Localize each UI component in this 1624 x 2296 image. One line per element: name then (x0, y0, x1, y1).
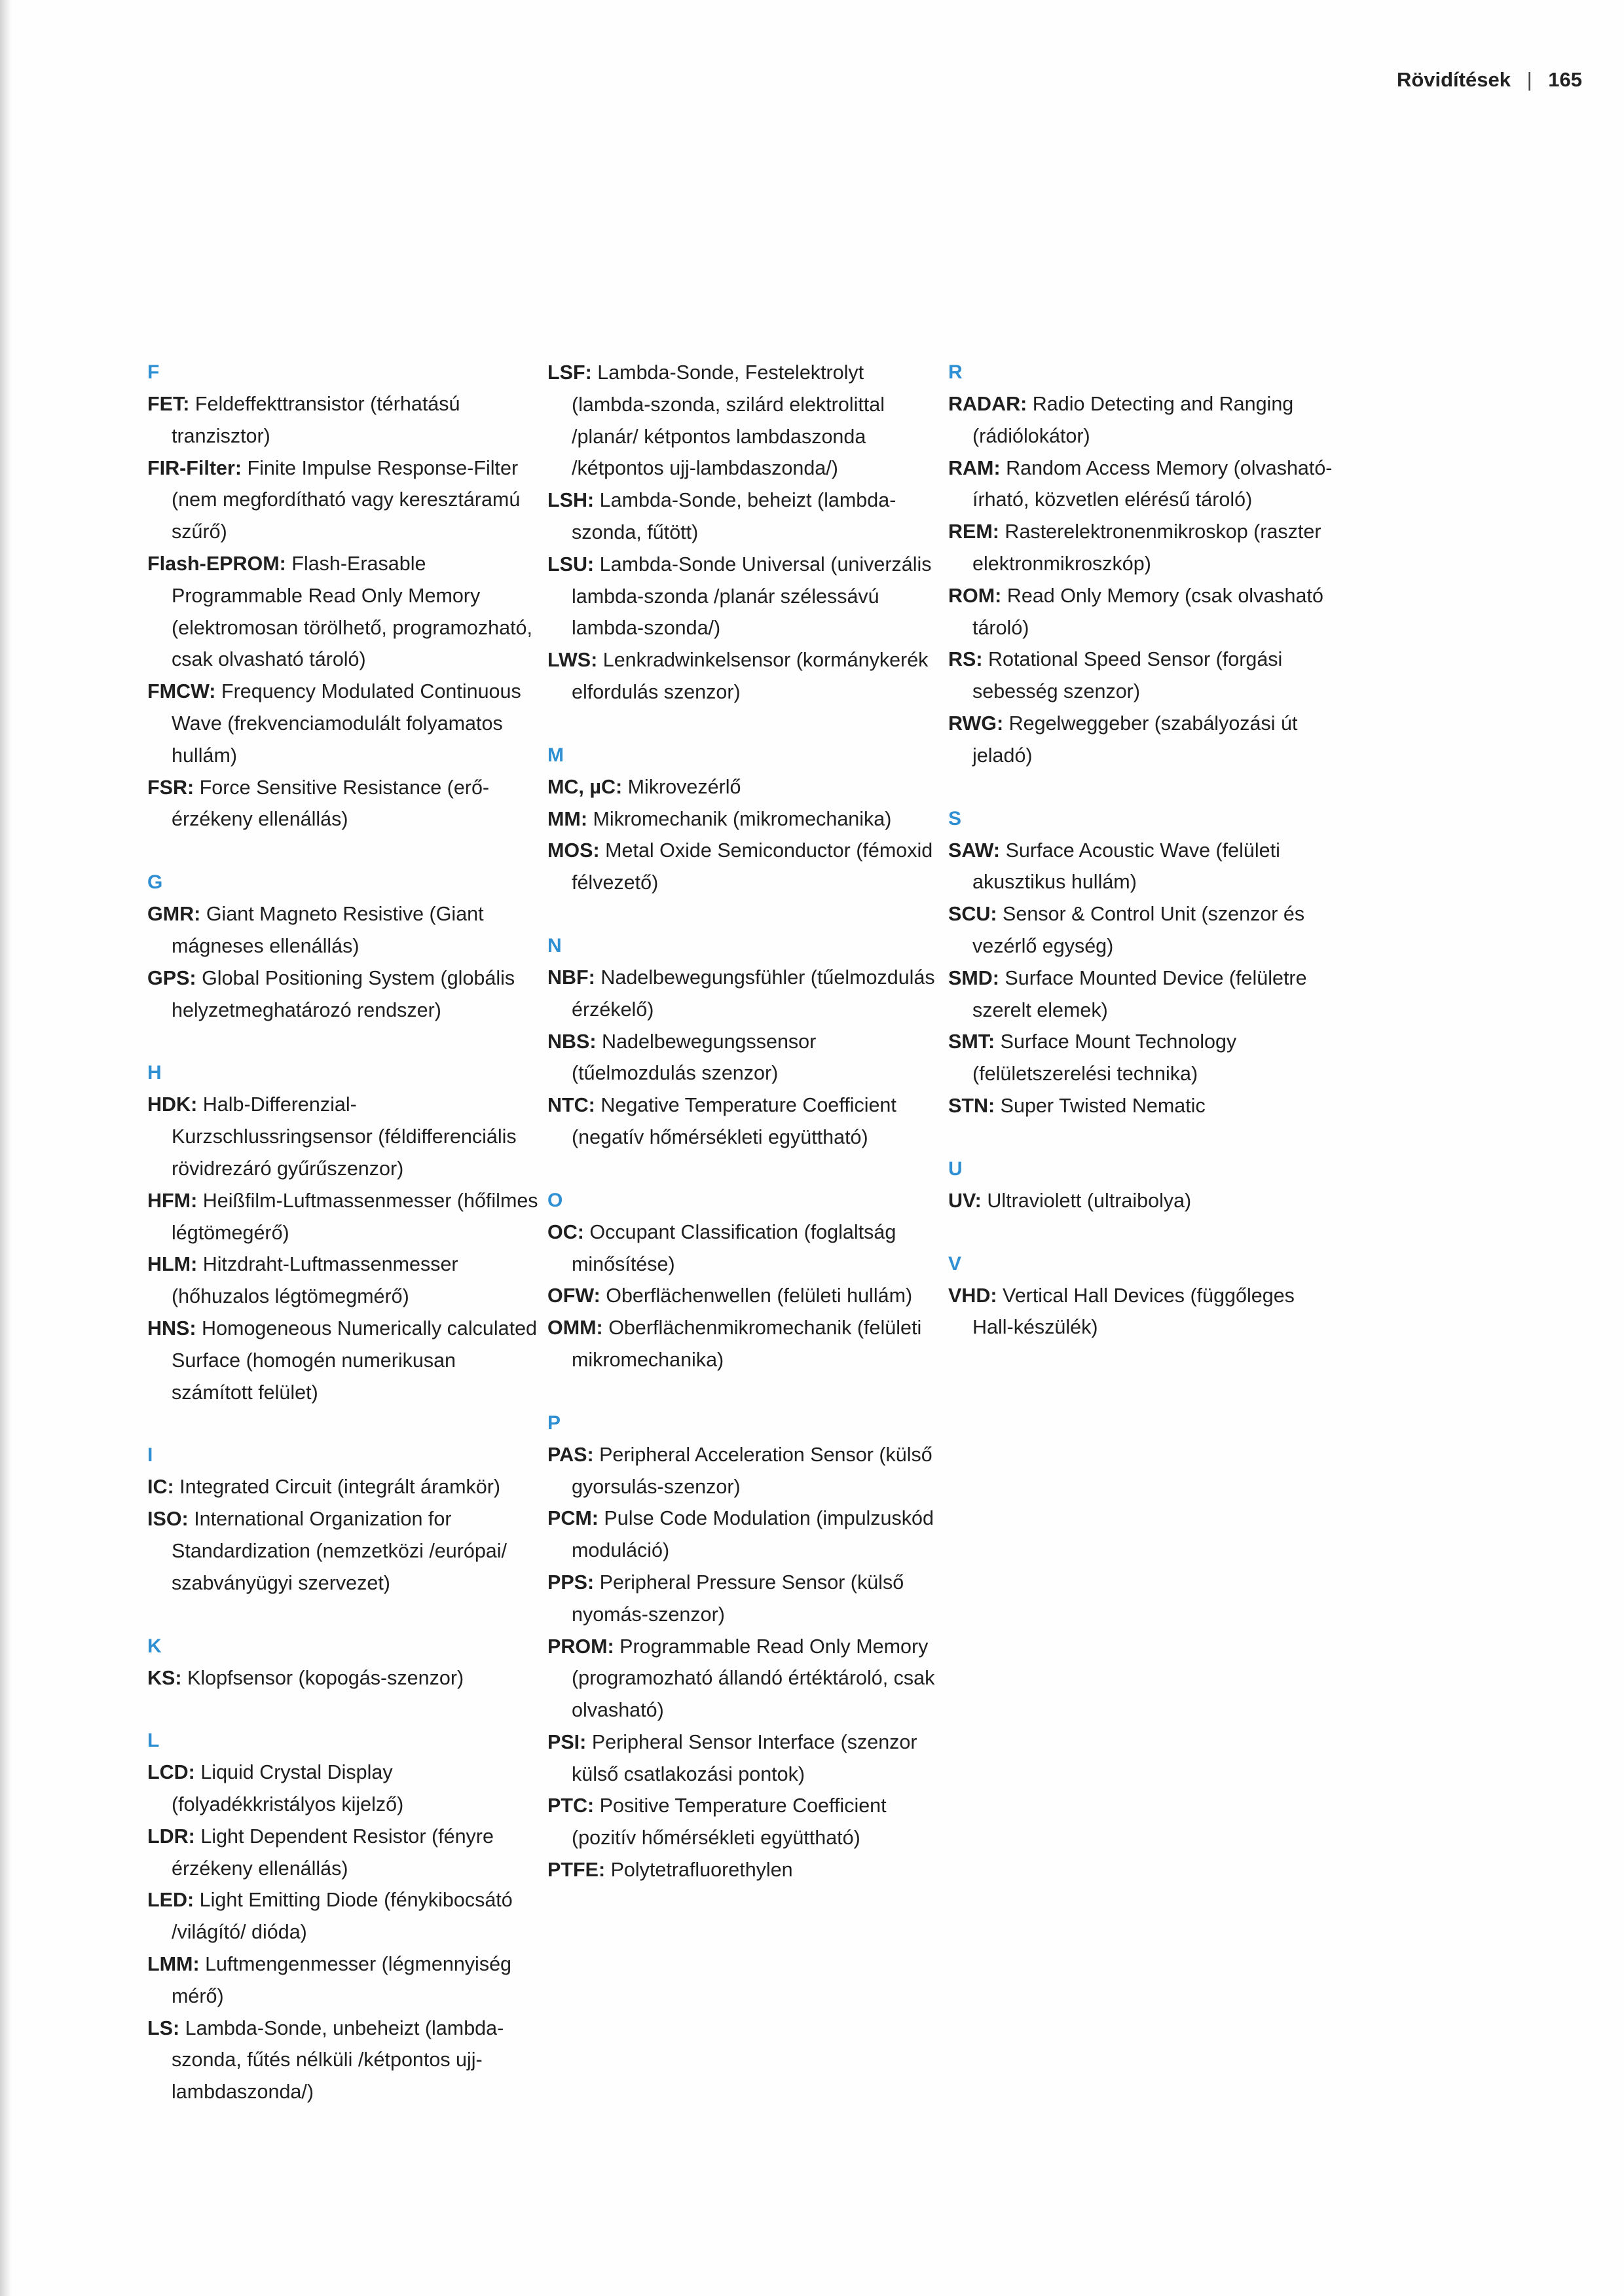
entry-definition: Finite Impulse Response-Filter (nem megfordítható vagy keresztáramú szűrő) (172, 456, 521, 543)
section-letter: K (147, 1635, 162, 1657)
entry-definition: Flash-Erasable Programmable Read Only Memory (elektromosan törölhető, programozható, csak olvasható tároló) (172, 552, 532, 671)
entry-abbreviation: SMT: (948, 1030, 995, 1053)
entry-definition: Metal Oxide Semiconductor (fémoxid félvezető) (572, 839, 933, 894)
entry-definition: Pulse Code Modulation (impulzuskód moduláció) (572, 1507, 934, 1562)
glossary-entry (547, 1567, 940, 1631)
entry-definition: Negative Temperature Coefficient (negatív hőmérsékleti együttható) (572, 1094, 896, 1148)
section-letter: P (547, 1412, 561, 1434)
entry-abbreviation: PROM: (547, 1635, 614, 1658)
glossary-entry (147, 1313, 540, 1408)
glossary-column-2 (547, 357, 940, 1918)
entry-abbreviation: HDK: (147, 1093, 198, 1116)
glossary-entry (547, 962, 940, 1026)
entry-abbreviation: HFM: (147, 1189, 198, 1212)
section-letter: R (948, 361, 963, 383)
glossary-entry (147, 898, 540, 962)
entry-abbreviation: PAS: (547, 1443, 594, 1466)
entry-definition: Halb-Differenzial-Kurzschlussringsensor (féldifferenciális rövidrezáró gyűrűszenzor) (172, 1093, 517, 1180)
entry-abbreviation: RADAR: (948, 393, 1027, 415)
glossary-entry (147, 1089, 540, 1184)
entry-abbreviation: LSH: (547, 489, 595, 512)
glossary-section (147, 1057, 540, 1408)
glossary-entry (147, 1757, 540, 1821)
glossary-entry (948, 516, 1341, 580)
section-title: Rövidítések (1396, 68, 1511, 91)
glossary-entry (147, 1948, 540, 2013)
entry-definition: Ultraviolett (ultraibolya) (987, 1189, 1192, 1212)
entry-definition: Rasterelektronenmikroskop (raszter elektronmikroszkóp) (972, 520, 1321, 575)
section-letter: U (948, 1157, 963, 1180)
entry-abbreviation: Flash-EPROM: (147, 552, 286, 575)
entry-abbreviation: IC: (147, 1476, 174, 1499)
entry-definition: Peripheral Sensor Interface (szenzor külső csatlakozási pontok) (572, 1730, 917, 1785)
glossary-entry (948, 1280, 1341, 1344)
glossary-entry (147, 1185, 540, 1249)
entry-abbreviation: PPS: (547, 1571, 595, 1594)
glossary-section (547, 1185, 940, 1376)
page-binding-edge (0, 0, 12, 2296)
header-separator: | (1526, 68, 1532, 91)
entry-definition: Feldeffekttransistor (térhatású tranzisztor) (172, 393, 460, 447)
entry-abbreviation: NTC: (547, 1094, 595, 1117)
glossary-entry (948, 1026, 1341, 1090)
glossary-entry (948, 452, 1341, 517)
glossary-section (948, 357, 1341, 772)
glossary-entry (147, 548, 540, 676)
section-letter: S (948, 807, 962, 829)
glossary-entry (547, 484, 940, 549)
glossary-section (547, 930, 940, 1154)
entry-abbreviation: LMM: (147, 1953, 200, 1976)
section-letter: N (547, 934, 562, 957)
entry-abbreviation: PCM: (547, 1507, 599, 1530)
entry-abbreviation: LED: (147, 1889, 194, 1912)
section-letter: L (147, 1730, 160, 1752)
entry-definition: Peripheral Acceleration Sensor (külső gyorsulás-szenzor) (572, 1443, 932, 1498)
entry-abbreviation: LDR: (147, 1825, 195, 1848)
glossary-section (147, 357, 540, 835)
glossary-entry (547, 771, 940, 803)
entry-abbreviation: LCD: (147, 1761, 195, 1784)
section-letter: F (147, 361, 160, 383)
glossary-entry (948, 1090, 1341, 1122)
entry-definition: Frequency Modulated Continuous Wave (frekvenciamodulált folyamatos hullám) (172, 680, 521, 767)
glossary-entry (547, 1280, 940, 1312)
glossary-entry (147, 962, 540, 1027)
entry-abbreviation: RAM: (948, 456, 1001, 479)
glossary-entry (547, 1631, 940, 1726)
entry-abbreviation: NBS: (547, 1030, 597, 1053)
section-letter: G (147, 871, 163, 894)
running-header (1397, 68, 1582, 92)
entry-definition: Force Sensitive Resistance (erő-érzékeny ellenállás) (172, 776, 490, 831)
glossary-entry (948, 898, 1341, 962)
entry-definition: Lambda-Sonde, unbeheizt (lambda-szonda, fűtés nélküli /kétpontos ujj-lambdaszonda/) (172, 2016, 504, 2104)
entry-abbreviation: VHD: (948, 1284, 997, 1307)
entry-abbreviation: SMD: (948, 966, 999, 989)
entry-abbreviation: HNS: (147, 1317, 196, 1339)
entry-abbreviation: MOS: (547, 839, 600, 862)
glossary-entry (948, 962, 1341, 1027)
entry-definition: Rotational Speed Sensor (forgási sebesség szenzor) (972, 648, 1283, 703)
entry-definition: Hitzdraht-Luftmassenmesser (hőhuzalos légtömegmérő) (172, 1253, 458, 1308)
glossary-entry (547, 1026, 940, 1090)
glossary-section (147, 1631, 540, 1694)
entry-definition: Liquid Crystal Display (folyadékkristályos kijelző) (172, 1761, 404, 1816)
glossary-entry (948, 580, 1341, 644)
entry-abbreviation: ROM: (948, 584, 1002, 607)
glossary-section (948, 1154, 1341, 1217)
entry-definition: Lenkradwinkelsensor (kormánykerék elfordulás szenzor) (572, 649, 929, 703)
entry-definition: Polytetrafluorethylen (610, 1859, 793, 1882)
entry-abbreviation: SAW: (948, 839, 1001, 862)
glossary-entry (948, 388, 1341, 452)
entry-abbreviation: ISO: (147, 1508, 189, 1531)
entry-abbreviation: LS: (147, 2016, 180, 2039)
glossary-entry (547, 357, 940, 484)
entry-abbreviation: PSI: (547, 1730, 587, 1753)
entry-definition: Nadelbewegungssensor (tűelmozdulás szenzor) (572, 1030, 817, 1085)
entry-abbreviation: RS: (948, 648, 983, 671)
glossary-section (547, 1408, 940, 1886)
section-letter: M (547, 744, 564, 766)
entry-abbreviation: FIR-Filter: (147, 456, 242, 479)
entry-definition: Giant Magneto Resistive (Giant mágneses ellenállás) (172, 903, 484, 957)
entry-definition: Positive Temperature Coefficient (pozitív hőmérsékleti együttható) (572, 1795, 887, 1850)
entry-definition: Random Access Memory (olvasható-írható, közvetlen elérésű tároló) (972, 456, 1333, 511)
entry-abbreviation: GMR: (147, 903, 201, 926)
glossary-entry (547, 1216, 940, 1281)
entry-definition: Read Only Memory (csak olvasható tároló) (972, 584, 1323, 639)
entry-definition: Integrated Circuit (integrált áramkör) (179, 1476, 501, 1499)
entry-definition: Vertical Hall Devices (függőleges Hall-készülék) (972, 1284, 1295, 1339)
entry-definition: Surface Mounted Device (felületre szerelt elemek) (972, 966, 1307, 1021)
glossary-section (547, 740, 940, 899)
glossary-section (147, 1725, 540, 2108)
glossary-entry (948, 1185, 1341, 1217)
entry-abbreviation: NBF: (547, 966, 595, 989)
section-letter: O (547, 1189, 563, 1211)
entry-definition: Programmable Read Only Memory (programozható állandó értéktároló, csak olvasható) (572, 1635, 935, 1722)
entry-definition: Oberflächenmikromechanik (felületi mikromechanika) (572, 1317, 922, 1371)
glossary-entry (147, 452, 540, 548)
entry-abbreviation: OC: (547, 1220, 584, 1243)
glossary-entry (547, 1439, 940, 1503)
section-letter: H (147, 1062, 162, 1084)
page-number: 165 (1548, 68, 1582, 91)
glossary-entry (948, 835, 1341, 899)
entry-abbreviation: SCU: (948, 903, 997, 926)
entry-abbreviation: REM: (948, 520, 999, 543)
glossary-entry (547, 1726, 940, 1791)
entry-definition: Surface Mount Technology (felületszerelési technika) (972, 1030, 1237, 1085)
entry-abbreviation: FMCW: (147, 680, 216, 703)
glossary-section (948, 1248, 1341, 1344)
glossary-entry (147, 676, 540, 771)
glossary-entry (547, 803, 940, 835)
entry-definition: Klopfsensor (kopogás-szenzor) (187, 1666, 464, 1689)
entry-abbreviation: MC, µC: (547, 775, 623, 798)
entry-abbreviation: OFW: (547, 1285, 600, 1307)
entry-abbreviation: LWS: (547, 649, 598, 672)
glossary-column-3 (948, 357, 1341, 1375)
entry-abbreviation: LSU: (547, 553, 595, 575)
glossary-entry (547, 1790, 940, 1854)
glossary-entry (547, 1312, 940, 1376)
glossary-entry (147, 1248, 540, 1313)
entry-definition: Occupant Classification (foglaltság minősítése) (572, 1220, 896, 1275)
section-letter: I (147, 1444, 153, 1467)
glossary-column-1 (147, 357, 540, 2140)
entry-abbreviation: PTFE: (547, 1859, 606, 1882)
entry-definition: Mikromechanik (mikromechanika) (593, 807, 892, 830)
entry-definition: Lambda-Sonde Universal (univerzális lambda-szonda /planár szélessávú lambda-szonda/) (572, 553, 932, 640)
entry-abbreviation: FET: (147, 393, 190, 415)
entry-definition: Light Dependent Resistor (fényre érzékeny ellenállás) (172, 1825, 494, 1880)
entry-definition: Lambda-Sonde, beheizt (lambda-szonda, fűtött) (572, 489, 896, 543)
entry-abbreviation: STN: (948, 1094, 995, 1117)
entry-definition: Peripheral Pressure Sensor (külső nyomás-szenzor) (572, 1571, 904, 1626)
glossary-entry (547, 644, 940, 708)
entry-definition: Nadelbewegungsfühler (tűelmozdulás érzékelő) (572, 966, 935, 1021)
glossary-entry (147, 2013, 540, 2108)
glossary-entry (147, 1662, 540, 1694)
entry-abbreviation: PTC: (547, 1795, 595, 1817)
entry-definition: Luftmengenmesser (légmennyiség mérő) (172, 1953, 512, 2007)
entry-definition: Oberflächenwellen (felületi hullám) (606, 1285, 913, 1307)
entry-definition: Light Emitting Diode (fénykibocsátó /világító/ dióda) (172, 1889, 513, 1944)
section-letter: V (948, 1252, 962, 1275)
glossary-entry (147, 1471, 540, 1503)
entry-abbreviation: GPS: (147, 966, 196, 989)
glossary-entry (948, 644, 1341, 708)
entry-definition: Regelweggeber (szabályozási út jeladó) (972, 712, 1298, 767)
glossary-section (547, 357, 940, 708)
entry-definition: Surface Acoustic Wave (felületi akusztikus hullám) (972, 839, 1280, 894)
entry-definition: Heißfilm-Luftmassenmesser (hőfilmes légtömegérő) (172, 1189, 538, 1244)
glossary-section (948, 803, 1341, 1122)
entry-definition: Mikrovezérlő (627, 775, 741, 798)
entry-abbreviation: HLM: (147, 1253, 198, 1276)
glossary-entry (547, 1089, 940, 1154)
entry-abbreviation: LSF: (547, 361, 592, 384)
entry-abbreviation: MM: (547, 807, 587, 830)
glossary-entry (547, 1854, 940, 1886)
glossary-entry (948, 708, 1341, 772)
entry-definition: Super Twisted Nematic (1000, 1094, 1206, 1117)
glossary-entry (147, 1884, 540, 1948)
entry-abbreviation: UV: (948, 1189, 982, 1212)
entry-abbreviation: RWG: (948, 712, 1004, 735)
entry-definition: Lambda-Sonde, Festelektrolyt (lambda-szonda, szilárd elektrolittal /planár/ kétpontos lambdaszonda /kétpontos ujj-lambdaszonda/) (572, 361, 885, 480)
entry-definition: Homogeneous Numerically calculated Surface (homogén numerikusan számított felület) (172, 1317, 538, 1404)
glossary-entry (147, 772, 540, 836)
glossary-entry (547, 549, 940, 644)
entry-abbreviation: KS: (147, 1666, 182, 1689)
glossary-entry (547, 835, 940, 899)
entry-definition: Radio Detecting and Ranging (rádiólokátor) (972, 393, 1294, 447)
entry-abbreviation: OMM: (547, 1317, 603, 1339)
glossary-entry (147, 1821, 540, 1885)
entry-definition: International Organization for Standardization (nemzetközi /európai/ szabványügyi szervezet) (172, 1508, 507, 1594)
glossary-entry (547, 1503, 940, 1567)
entry-definition: Sensor & Control Unit (szenzor és vezérlő egység) (972, 903, 1305, 957)
glossary-section (147, 1440, 540, 1599)
entry-abbreviation: FSR: (147, 776, 194, 799)
glossary-entry (147, 388, 540, 452)
entry-definition: Global Positioning System (globális helyzetmeghatározó rendszer) (172, 966, 515, 1021)
glossary-section (147, 867, 540, 1026)
glossary-entry (147, 1503, 540, 1599)
